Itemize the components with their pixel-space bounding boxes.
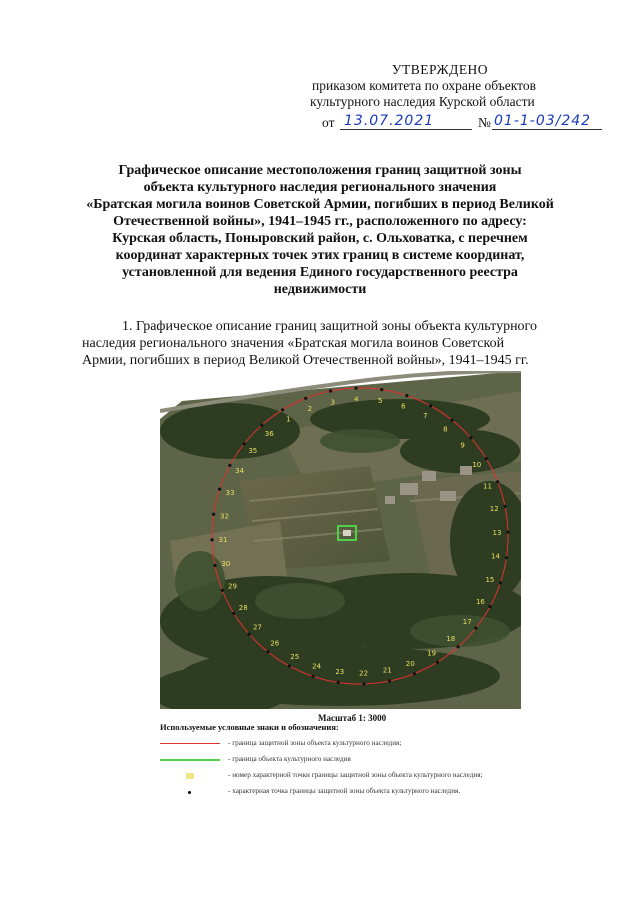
title-line-7: установленной для ведения Единого государственного реестра	[122, 265, 518, 280]
boundary-point-label-19: 19	[427, 649, 437, 658]
section-1-line-2: наследия регионального значения «Братская могила воинов Советской	[82, 336, 505, 351]
legend-point-text: - характерная точка границы защитной зоны объекта культурного наследия.	[228, 787, 461, 795]
boundary-point-19	[436, 661, 439, 664]
boundary-point-27	[248, 633, 251, 636]
boundary-point-label-23: 23	[335, 668, 345, 676]
boundary-point-label-25: 25	[290, 652, 300, 661]
boundary-point-9	[469, 436, 472, 439]
legend-point-symbol	[188, 791, 191, 794]
boundary-point-label-7: 7	[423, 412, 428, 421]
boundary-point-15	[499, 581, 502, 584]
boundary-point-label-34: 34	[235, 467, 245, 476]
legend-object-line-symbol	[160, 759, 220, 761]
number-prefix: №	[478, 115, 491, 130]
number-underline	[492, 129, 602, 130]
date-prefix: от	[322, 115, 335, 130]
boundary-point-3	[329, 389, 332, 392]
approval-heading: УТВЕРЖДЕНО	[391, 62, 489, 77]
approval-date-handwritten: 13.07.2021	[344, 113, 435, 129]
document-title	[80, 162, 560, 298]
boundary-point-label-36: 36	[264, 429, 274, 438]
boundary-point-label-1: 1	[286, 415, 291, 424]
approval-block	[300, 62, 600, 110]
title-line-2: объекта культурного наследия регионального значения	[143, 180, 497, 195]
boundary-point-label-15: 15	[485, 575, 495, 584]
boundary-point-32	[212, 513, 215, 516]
boundary-point-label-29: 29	[228, 582, 237, 591]
title-line-3: «Братская могила воинов Советской Армии, погибших в период Великой	[86, 197, 554, 212]
legend-object-text: - граница объекта культурного наследия	[228, 755, 351, 763]
boundary-point-label-21: 21	[382, 666, 392, 675]
section-1-line-3: Армии, погибших в период Великой Отечественной войны», 1941–1945 гг.	[82, 353, 529, 368]
boundary-point-35	[243, 442, 246, 445]
boundary-point-label-31: 31	[218, 536, 228, 545]
title-line-4: Отечественной войны», 1941–1945 гг., расположенного по адресу:	[113, 214, 527, 229]
boundary-point-25	[288, 665, 291, 668]
legend-zone-line-symbol	[160, 743, 220, 744]
boundary-point-label-17: 17	[462, 617, 472, 626]
boundary-point-8	[451, 419, 454, 422]
title-line-1: Графическое описание местоположения границ защитной зоны	[118, 163, 522, 178]
boundary-point-label-16: 16	[475, 597, 485, 606]
boundary-point-20	[413, 672, 416, 675]
boundary-point-34	[228, 464, 231, 467]
boundary-point-label-2: 2	[307, 405, 313, 413]
boundary-point-label-35: 35	[248, 447, 258, 456]
boundary-point-4	[355, 387, 358, 390]
boundary-point-label-6: 6	[401, 402, 406, 411]
boundary-point-30	[213, 564, 216, 567]
title-line-5: Курская область, Поныровский район, с. Ольховатка, с перечнем	[112, 231, 528, 246]
boundary-point-label-12: 12	[489, 505, 499, 514]
boundary-point-10	[485, 457, 488, 460]
boundary-point-label-26: 26	[270, 639, 280, 648]
boundary-point-label-3: 3	[330, 398, 335, 407]
legend-point-number-text: - номер характерной точки границы защитной зоны объекта культурного наследия;	[228, 771, 483, 779]
boundary-point-label-32: 32	[220, 512, 229, 521]
boundary-point-21	[388, 679, 391, 682]
boundary-point-16	[489, 605, 492, 608]
boundary-point-22	[362, 682, 365, 685]
boundary-point-label-4: 4	[354, 395, 359, 404]
boundary-point-11	[496, 480, 499, 483]
boundary-point-18	[457, 645, 460, 648]
legend-point-number-symbol	[186, 773, 194, 779]
boundary-point-29	[221, 589, 224, 592]
map-scale: Масштаб 1: 3000	[318, 713, 387, 723]
approval-line-2: культурного наследия Курской области	[310, 94, 535, 109]
approval-date-number-row	[322, 113, 622, 133]
boundary-point-23	[337, 681, 340, 684]
boundary-point-label-8: 8	[443, 425, 448, 434]
section-1-line-1: 1. Графическое описание границ защитной зоны объекта культурного	[122, 319, 537, 334]
boundary-point-2	[304, 397, 307, 400]
boundary-point-28	[232, 612, 235, 615]
memorial	[343, 530, 351, 536]
boundary-point-label-13: 13	[492, 528, 502, 537]
date-underline	[340, 129, 472, 130]
boundary-point-label-30: 30	[221, 559, 231, 568]
boundary-point-31	[211, 538, 214, 541]
boundary-point-7	[429, 404, 432, 407]
approval-line-1: приказом комитета по охране объектов	[312, 78, 536, 93]
boundary-point-6	[405, 394, 408, 397]
title-line-8: недвижимости	[273, 282, 367, 297]
boundary-point-label-27: 27	[252, 623, 262, 632]
boundary-point-14	[505, 556, 508, 559]
boundary-point-label-10: 10	[472, 460, 482, 469]
boundary-point-5	[380, 388, 383, 391]
approval-number-handwritten: 01-1-03/242	[494, 113, 592, 129]
boundary-point-label-11: 11	[483, 482, 492, 491]
boundary-point-label-9: 9	[460, 441, 465, 450]
boundary-point-17	[474, 627, 477, 630]
legend-title: Используемые условные знаки и обозначения:	[160, 722, 339, 732]
boundary-point-label-14: 14	[491, 552, 500, 561]
boundary-point-label-18: 18	[446, 635, 456, 644]
boundary-point-26	[266, 650, 269, 653]
boundary-point-33	[218, 488, 221, 491]
satellite-map	[160, 371, 521, 709]
boundary-point-label-28: 28	[238, 604, 248, 613]
boundary-point-13	[506, 531, 509, 534]
boundary-point-label-24: 24	[312, 662, 322, 671]
legend-zone-text: - граница защитной зоны объекта культурного наследия;	[228, 739, 402, 747]
boundary-point-24	[312, 675, 315, 678]
boundary-point-label-20: 20	[405, 660, 415, 668]
boundary-point-36	[260, 424, 263, 427]
boundary-point-12	[503, 505, 506, 508]
boundary-point-label-22: 22	[359, 669, 369, 678]
boundary-point-1	[281, 408, 284, 411]
title-line-6: координат характерных точек этих границ в системе координат,	[115, 248, 525, 263]
section-1-paragraph	[82, 318, 572, 369]
boundary-point-label-5: 5	[377, 397, 383, 405]
boundary-point-label-33: 33	[225, 489, 235, 498]
